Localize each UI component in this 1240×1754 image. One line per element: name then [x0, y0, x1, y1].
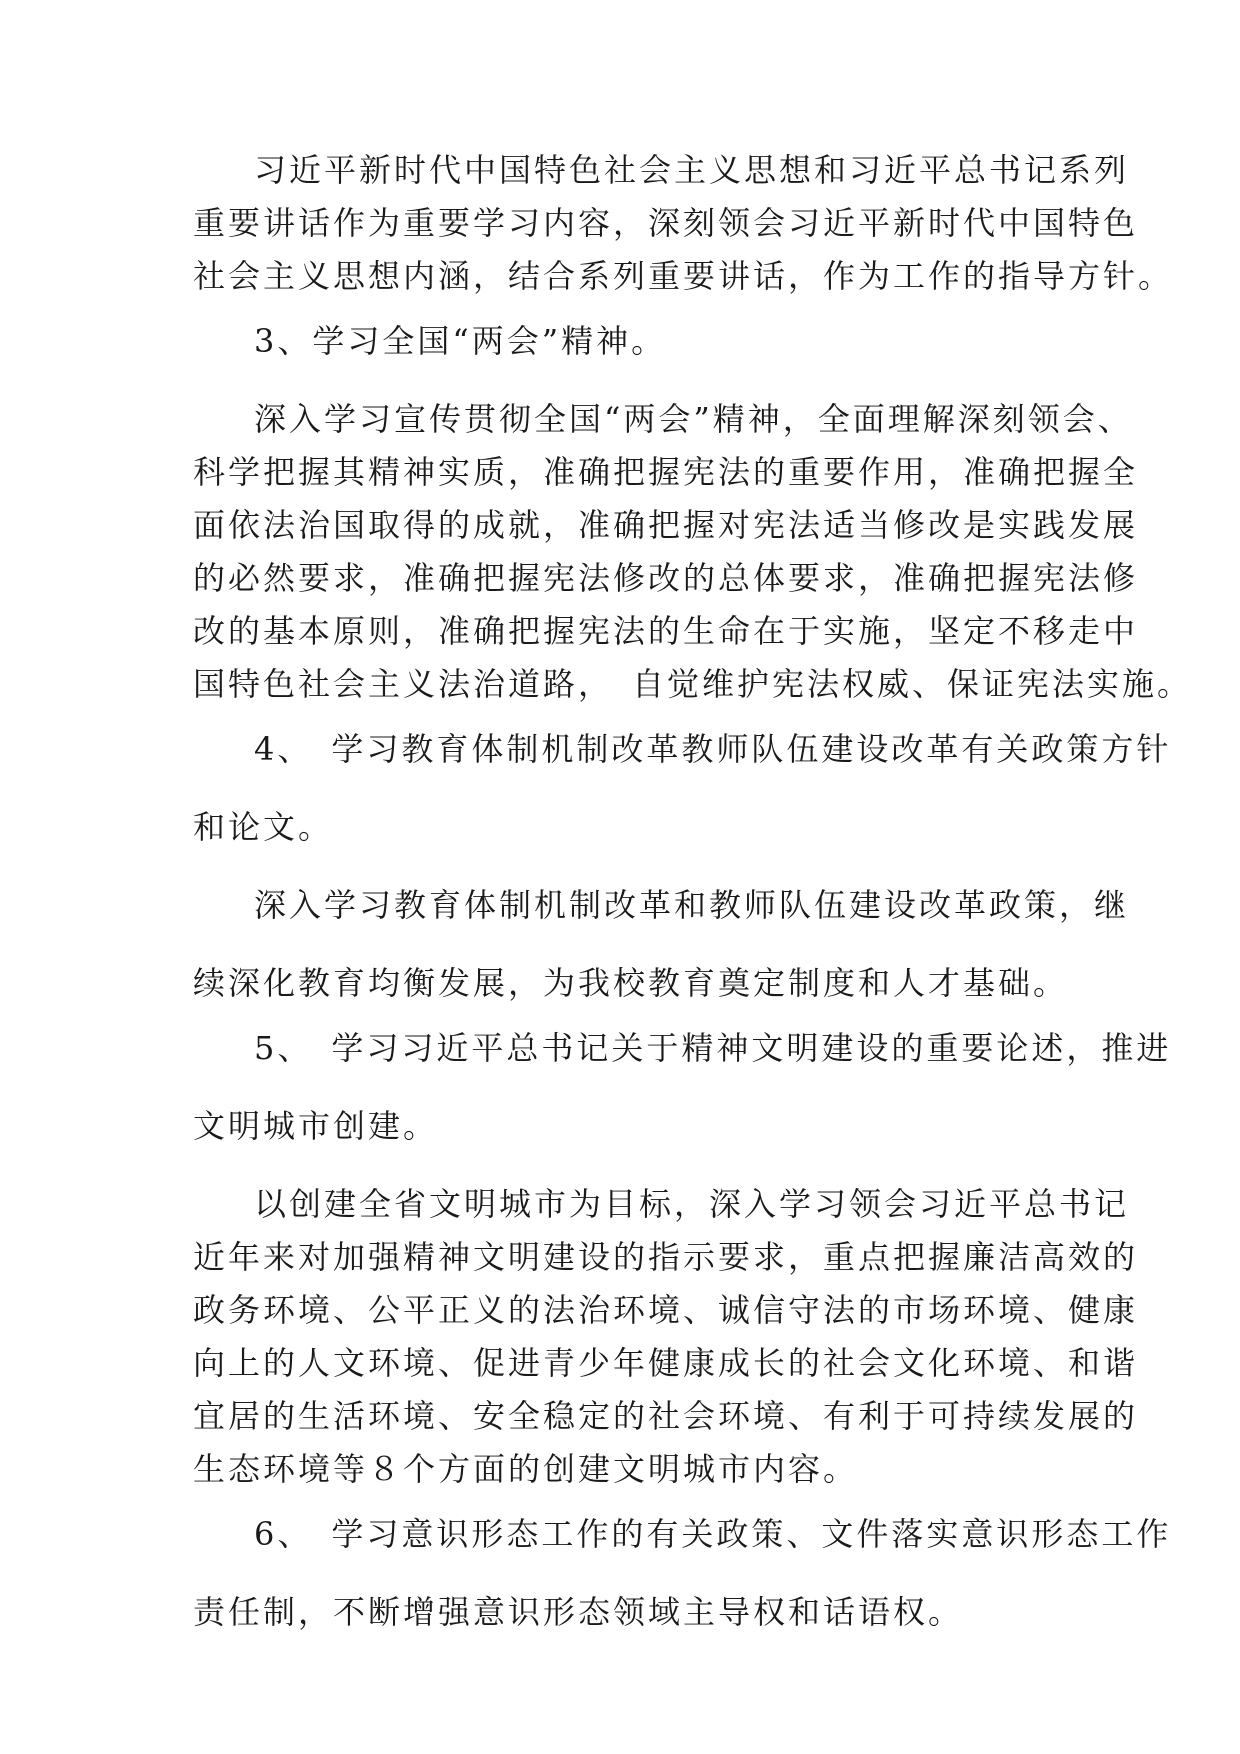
paragraph-line: 国特色社会主义法治道路， 自觉维护宪法权威、保证宪法实施。	[193, 665, 1193, 703]
body-text	[193, 150, 1193, 1645]
section-heading-6: 6、 学习意识形态工作的有关政策、文件落实意识形态工作	[254, 1515, 1172, 1553]
paragraph-line: 宜居的生活环境、安全稳定的社会环境、有利于可持续发展的	[193, 1397, 1139, 1435]
paragraph-line: 习近平新时代中国特色社会主义思想和习近平总书记系列	[254, 151, 1130, 189]
paragraph-line: 政务环境、公平正义的法治环境、诚信守法的市场环境、健康	[193, 1291, 1139, 1329]
paragraph-line: 改的基本原则，准确把握宪法的生命在于实施，坚定不移走中	[193, 612, 1139, 650]
paragraph-line: 向上的人文环境、促进青少年健康成长的社会文化环境、和谐	[193, 1344, 1139, 1382]
paragraph-line: 以创建全省文明城市为目标，深入学习领会习近平总书记	[254, 1185, 1130, 1223]
section-heading-6-cont: 责任制，不断增强意识形态领域主导权和话语权。	[193, 1593, 964, 1631]
section-heading-5: 5、 学习习近平总书记关于精神文明建设的重要论述，推进	[254, 1029, 1172, 1067]
paragraph-line: 深入学习教育体制机制改革和教师队伍建设改革政策，继	[254, 886, 1130, 924]
paragraph-line: 的必然要求，准确把握宪法修改的总体要求，准确把握宪法修	[193, 559, 1139, 597]
paragraph-line: 面依法治国取得的成就，准确把握对宪法适当修改是实践发展	[193, 506, 1139, 544]
paragraph-line: 深入学习宣传贯彻全国“两会”精神，全面理解深刻领会、	[254, 400, 1133, 438]
section-heading-4: 4、 学习教育体制机制改革教师队伍建设改革有关政策方针	[254, 730, 1172, 768]
paragraph-line: 续深化教育均衡发展，为我校教育奠定制度和人才基础。	[193, 964, 1069, 1002]
section-heading-5-cont: 文明城市创建。	[193, 1107, 439, 1145]
paragraph-line: 近年来对加强精神文明建设的指示要求，重点把握廉洁高效的	[193, 1238, 1139, 1276]
paragraph-line: 生态环境等８个方面的创建文明城市内容。	[193, 1450, 859, 1488]
paragraph-line: 社会主义思想内涵，结合系列重要讲话，作为工作的指导方针。	[193, 257, 1174, 295]
paragraph-line: 科学把握其精神实质，准确把握宪法的重要作用，准确把握全	[193, 453, 1139, 491]
section-heading-3: 3、学习全国“两会”精神。	[254, 322, 667, 360]
section-heading-4-cont: 和论文。	[193, 808, 334, 846]
paragraph-line: 重要讲话作为重要学习内容，深刻领会习近平新时代中国特色	[193, 204, 1139, 242]
